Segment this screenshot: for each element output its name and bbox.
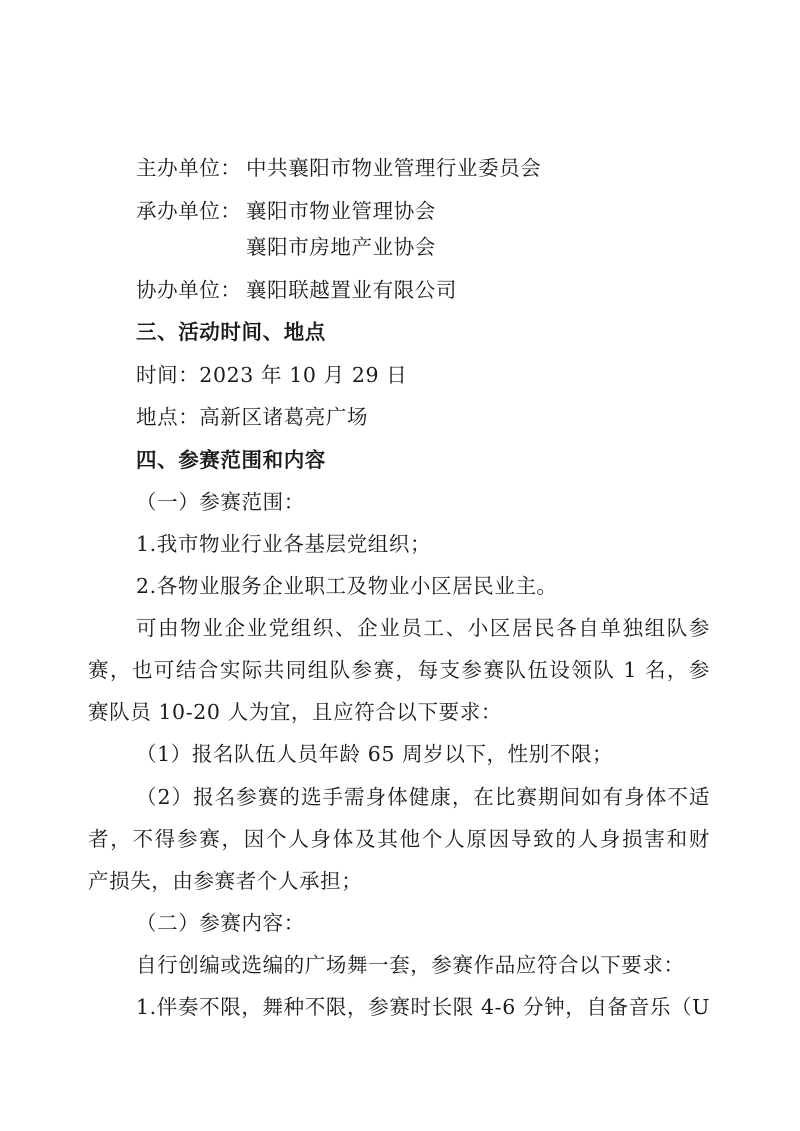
scope-heading: （一）参赛范围： [136, 490, 305, 514]
content-item-1: 1.伴奏不限，舞种不限，参赛时长限 4-6 分钟，自备音乐（U [136, 995, 710, 1019]
requirement-2-line-2: 者，不得参赛，因个人身体及其他个人原因导致的人身损害和财 [88, 827, 710, 851]
scope-item-2: 2.各物业服务企业职工及物业小区居民业主。 [136, 574, 558, 598]
co-organizer-label: 协办单位： [136, 278, 242, 302]
scope-item-1: 1.我市物业行业各基层党组织； [136, 532, 432, 556]
co-organizer-value: 襄阳联越置业有限公司 [246, 278, 457, 302]
team-paragraph-line-3: 赛队员 10-20 人为宜，且应符合以下要求： [88, 700, 502, 724]
team-paragraph-line-1: 可由物业企业党组织、企业员工、小区居民各自单独组队参 [136, 616, 710, 640]
undertaker-value-2: 襄阳市房地产业协会 [246, 235, 436, 259]
event-time: 时间：2023 年 10 月 29 日 [136, 363, 408, 387]
requirement-1: （1）报名队伍人员年龄 65 周岁以下，性别不限； [136, 742, 614, 766]
team-paragraph-line-2: 赛，也可结合实际共同组队参赛，每支参赛队伍设领队 1 名，参 [88, 658, 710, 682]
host-value: 中共襄阳市物业管理行业委员会 [246, 156, 542, 180]
requirement-2-line-3: 产损失，由参赛者个人承担； [88, 869, 363, 893]
content-paragraph: 自行创编或选编的广场舞一套，参赛作品应符合以下要求： [136, 953, 685, 977]
event-place: 地点：高新区诸葛亮广场 [136, 405, 369, 429]
host-label: 主办单位： [136, 156, 242, 180]
section-3-heading: 三、活动时间、地点 [136, 320, 326, 344]
undertaker-label: 承办单位： [136, 199, 242, 223]
undertaker-value-1: 襄阳市物业管理协会 [246, 199, 436, 223]
requirement-2-line-1: （2）报名参赛的选手需身体健康，在比赛期间如有身体不适 [136, 785, 710, 809]
content-heading: （二）参赛内容： [136, 911, 305, 935]
section-4-heading: 四、参赛范围和内容 [136, 448, 326, 472]
